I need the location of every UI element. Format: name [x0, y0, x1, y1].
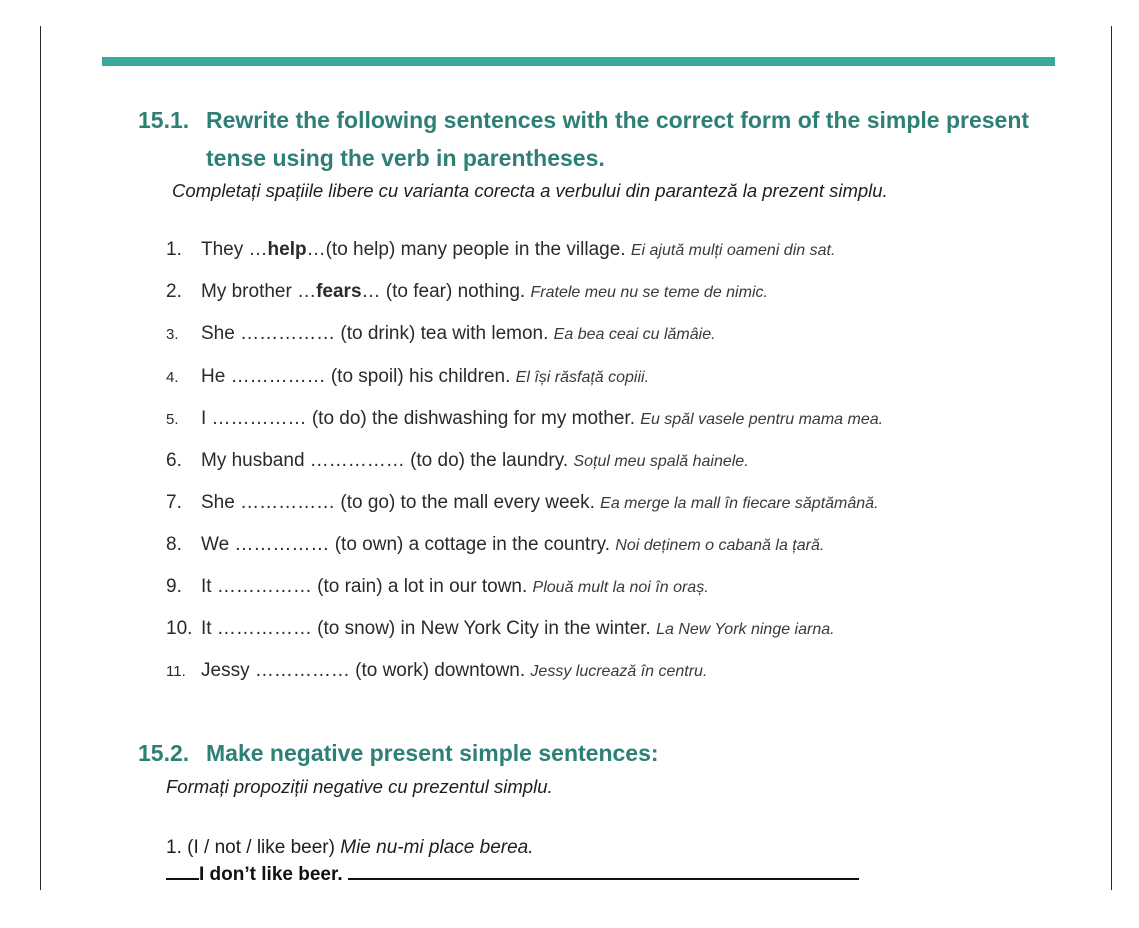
item-answer: fears	[316, 281, 362, 302]
exercise-item	[166, 618, 835, 640]
item-translation: Ea merge la mall în fiecare săptămână.	[600, 495, 879, 512]
item-number: 5.	[166, 411, 179, 428]
item-text: Jessy …………… (to work) downtown.	[201, 660, 526, 681]
item-text: She …………… (to drink) tea with lemon.	[201, 323, 549, 344]
item-translation: Plouă mult la noi în oraș.	[532, 579, 709, 596]
item-number: 11.	[166, 663, 186, 680]
page-border-right	[1111, 26, 1112, 890]
item-text: She …………… (to go) to the mall every week.	[201, 492, 595, 513]
item-text: It …………… (to rain) a lot in our town.	[201, 576, 528, 597]
exercise-item	[166, 660, 707, 682]
example-prompt	[166, 837, 534, 859]
item-translation: Noi deținem o cabană la țară.	[615, 537, 825, 554]
item-translation: Fratele meu nu se teme de nimic.	[530, 284, 768, 301]
exercise-item	[166, 323, 716, 345]
item-number: 7.	[166, 492, 182, 513]
section-heading-15-1	[138, 101, 1029, 177]
item-text: It …………… (to snow) in New York City in the winter.	[201, 618, 651, 639]
exercise-item	[166, 576, 709, 598]
item-text: They …	[201, 239, 268, 260]
exercise-item	[166, 492, 879, 514]
item-number: 1.	[166, 239, 182, 260]
section-subtitle: Formați propoziții negative cu prezentul simplu.	[166, 776, 553, 797]
item-number: 10.	[166, 618, 193, 639]
answer-blank-prefix	[166, 876, 199, 880]
section-number: 15.2.	[138, 740, 190, 766]
item-text: I …………… (to do) the dishwashing for my mother.	[201, 408, 635, 429]
item-translation: La New York ninge iarna.	[656, 621, 835, 638]
section-title-line2: tense using the verb in parentheses.	[206, 145, 605, 171]
example-answer: I don’t like beer.	[199, 864, 343, 885]
example-prompt-text: 1. (I / not / like beer)	[166, 837, 335, 858]
item-number: 6.	[166, 450, 182, 471]
item-number: 8.	[166, 534, 182, 555]
section-number: 15.1.	[138, 107, 190, 133]
item-translation: Ea bea ceai cu lămâie.	[553, 326, 716, 343]
item-translation: Eu spăl vasele pentru mama mea.	[640, 411, 884, 428]
item-number: 9.	[166, 576, 182, 597]
section-title-line1: Rewrite the following sentences with the correct form of the simple present	[206, 107, 1030, 133]
item-text: My brother …	[201, 281, 317, 302]
section-heading-15-2	[138, 734, 659, 772]
exercise-item	[166, 534, 824, 556]
exercise-item	[166, 281, 768, 303]
page-border-left	[40, 26, 41, 890]
example-translation: Mie nu-mi place berea.	[340, 837, 534, 858]
exercise-item	[166, 408, 883, 430]
exercise-item	[166, 366, 649, 388]
item-text: We …………… (to own) a cottage in the country.	[201, 534, 611, 555]
item-number: 4.	[166, 369, 179, 386]
section-title: Make negative present simple sentences:	[206, 740, 659, 766]
item-number: 2.	[166, 281, 182, 302]
item-text: He …………… (to spoil) his children.	[201, 366, 511, 387]
item-answer: help	[267, 239, 307, 260]
answer-blank-suffix	[348, 876, 859, 880]
item-translation: Soțul meu spală hainele.	[573, 453, 749, 470]
exercise-item	[166, 239, 835, 261]
item-text-after: … (to fear) nothing.	[361, 281, 526, 302]
item-text-after: …(to help) many people in the village.	[306, 239, 626, 260]
item-text: My husband …………… (to do) the laundry.	[201, 450, 569, 471]
exercise-item	[166, 450, 749, 472]
item-translation: Ei ajută mulți oameni din sat.	[630, 242, 836, 259]
item-translation: El își răsfață copiii.	[515, 369, 650, 386]
item-number: 3.	[166, 326, 179, 343]
example-answer-line	[166, 864, 859, 886]
section-subtitle: Completați spațiile libere cu varianta corecta a verbului din paranteză la prezent simplu.	[172, 180, 888, 201]
header-accent-bar	[102, 57, 1055, 66]
item-translation: Jessy lucrează în centru.	[530, 663, 708, 680]
